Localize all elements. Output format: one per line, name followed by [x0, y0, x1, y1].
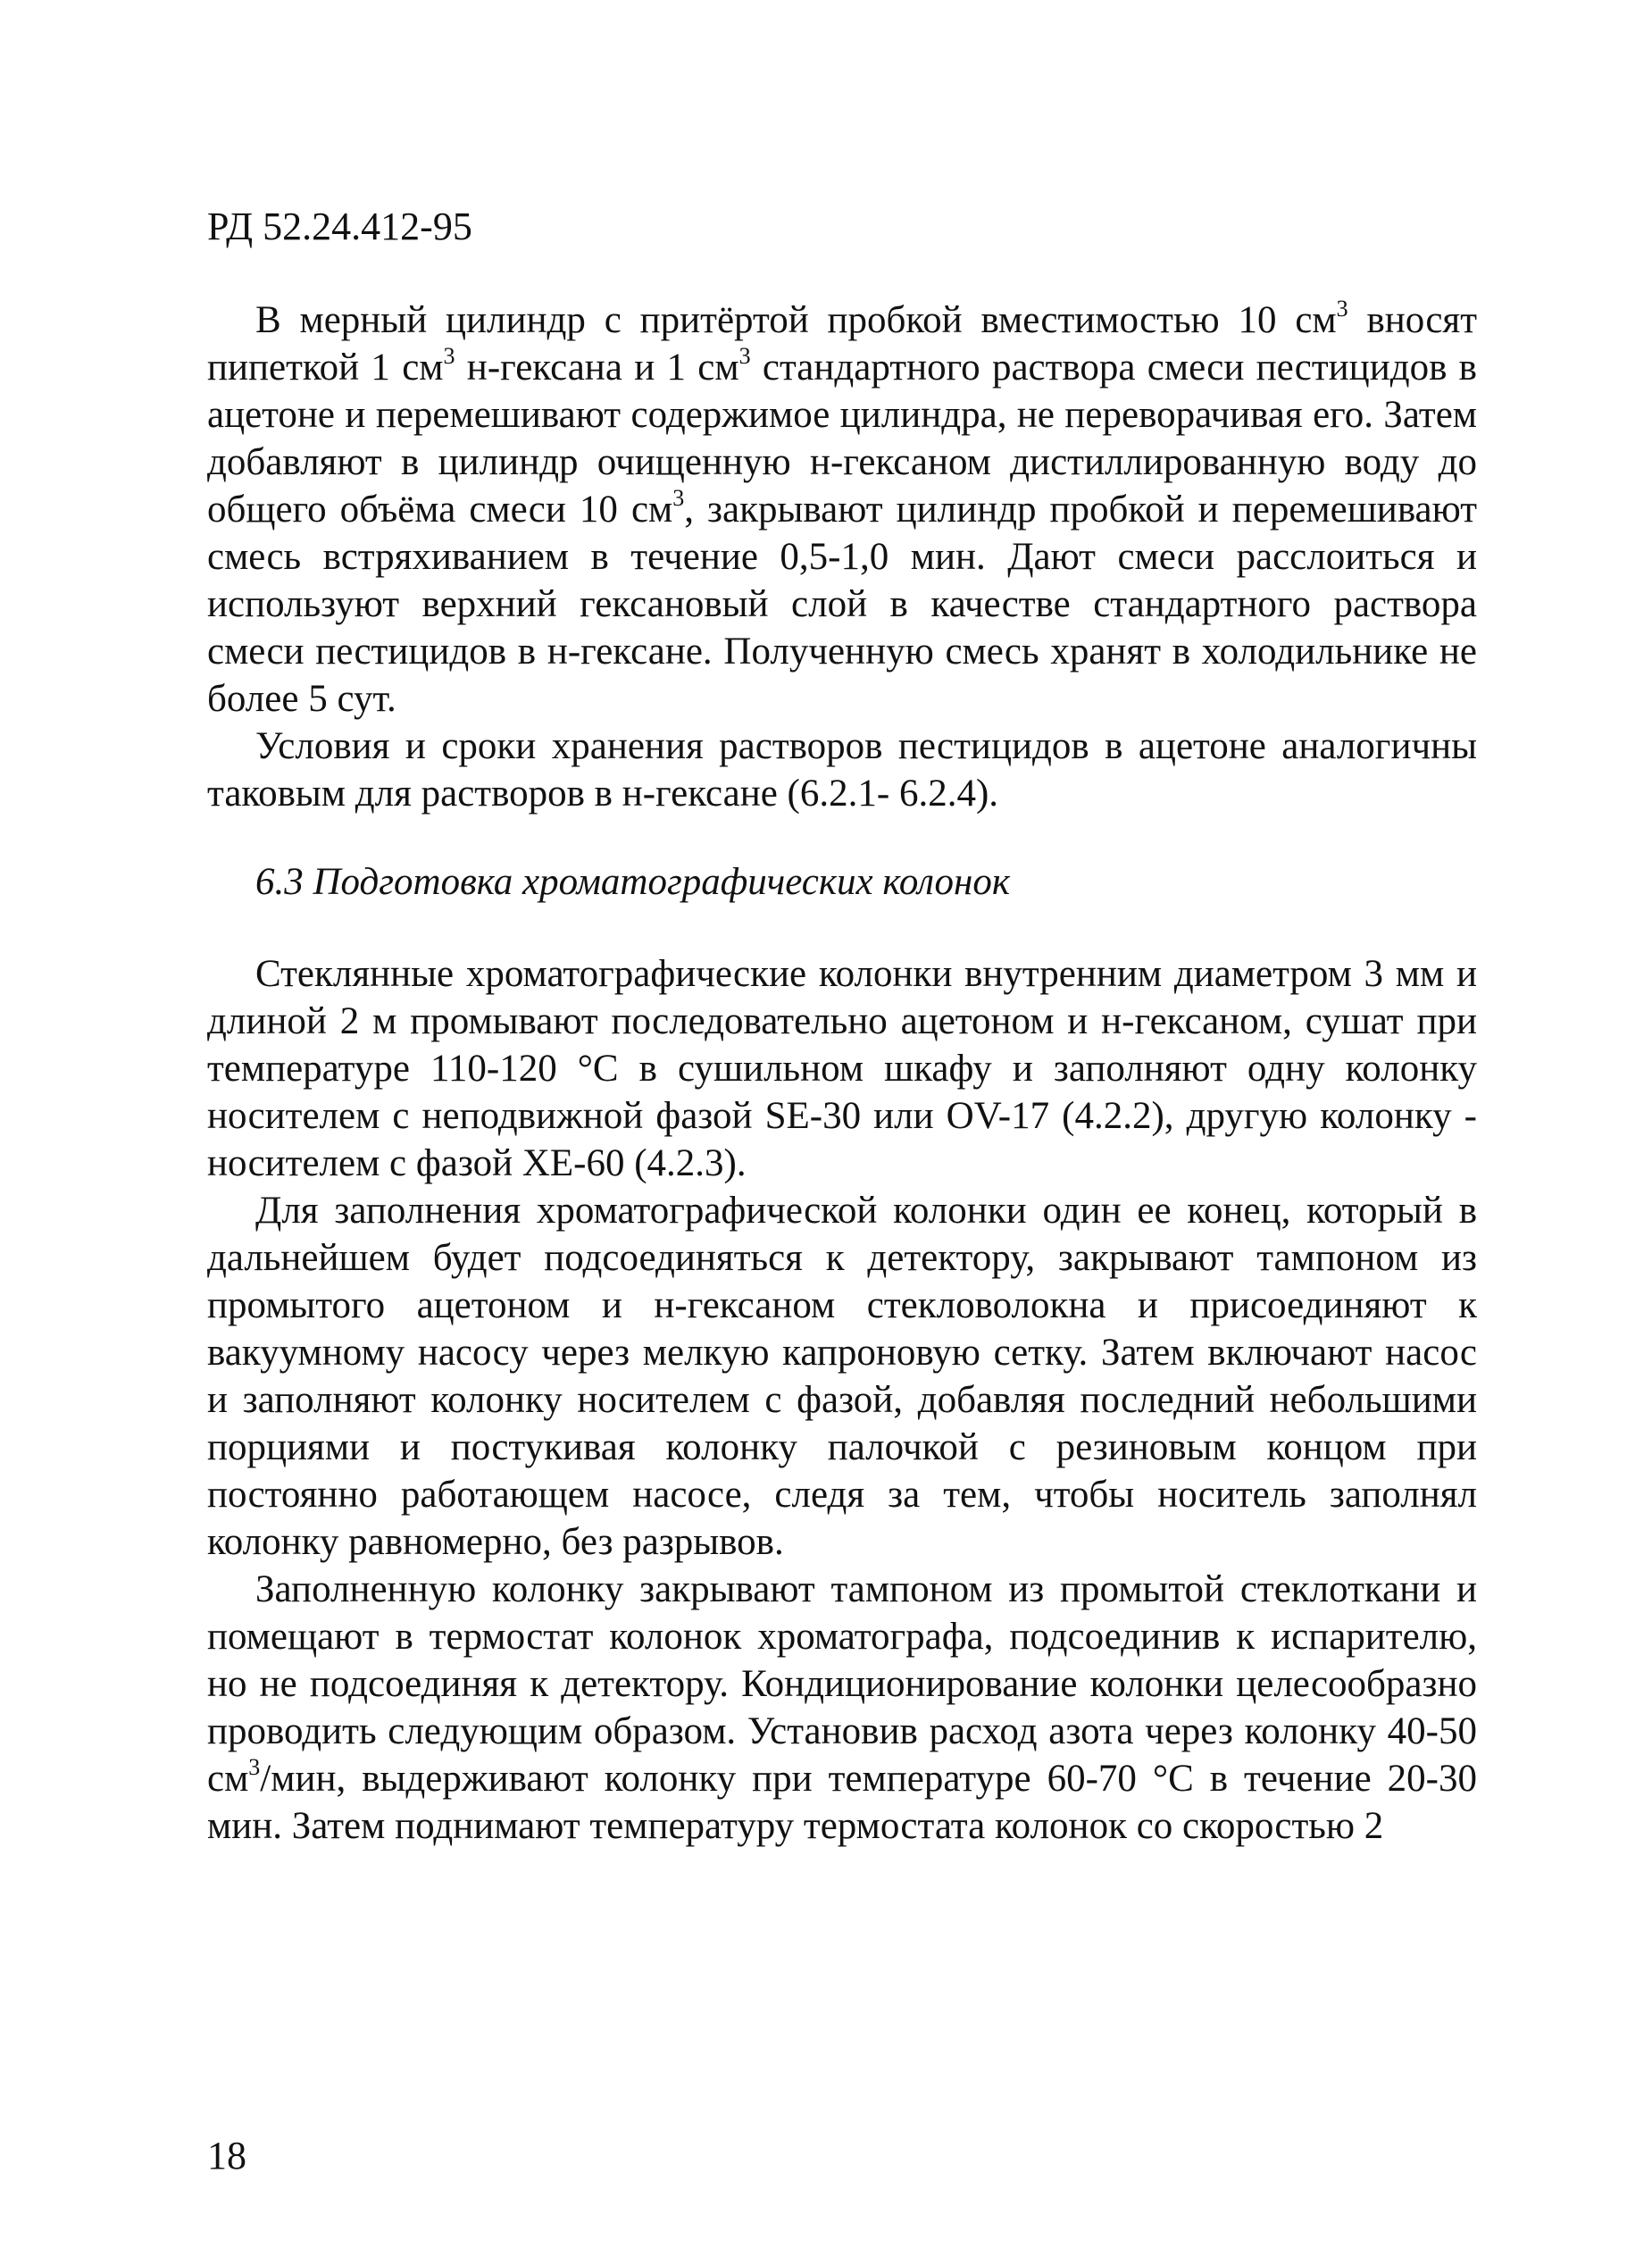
superscript: 3 — [672, 485, 685, 511]
text-run: вносят пипеткой 1 см — [207, 299, 1477, 389]
spacer — [207, 906, 1477, 950]
paragraph-column-conditioning — [207, 1566, 1477, 1850]
text-run: В мерный цилиндр с притёртой пробкой вместимостью 10 см — [255, 299, 1337, 341]
superscript: 3 — [248, 1754, 261, 1780]
superscript: 3 — [738, 343, 751, 369]
paragraph-cylinder-preparation — [207, 297, 1477, 723]
document-body — [207, 297, 1477, 1850]
document-code: РД 52.24.412-95 — [207, 205, 472, 248]
superscript: 3 — [443, 343, 455, 369]
text-run: /мин, выдерживают колонку при температуре 60-70 °С в течение 20-30 мин. Затем поднимают температуру термостата колонок со скоростью 2 — [207, 1758, 1477, 1847]
section-title: 6.3 Подготовка хроматографических колонок — [255, 861, 1010, 903]
spacer — [207, 817, 1477, 858]
page-number: 18 — [207, 2134, 246, 2177]
text-run: Заполненную колонку закрывают тампоном из промытой стеклоткани и помещают в термостат колонок хроматографа, подсоединив к испарителю, но не подсоединяя к детектору. Кондиционирование колонки целесообразно проводить следующим образом. Установив расход азота через колонку 40-50 см — [207, 1568, 1477, 1800]
paragraph-storage-conditions: Условия и сроки хранения растворов пестицидов в ацетоне аналогичны таковым для растворов в н-гексане (6.2.1- 6.2.4). — [207, 725, 1477, 815]
text-run: , закрывают цилиндр пробкой и перемешивают смесь встряхиванием в течение 0,5-1,0 мин. Дают смеси расслоиться и используют верхний гексановый слой в качестве стандартного раствора смеси пестицидов в н-гексане. Полученную смесь хранят в холодильнике не более 5 сут. — [207, 489, 1477, 720]
paragraph-column-filling: Для заполнения хроматографической колонки один ее конец, который в дальнейшем будет подсоединяться к детектору, закрывают тампоном из промытого ацетоном и н-гексаном стекловолокна и присоединяют к вакуумному насосу через мелкую капроновую сетку. Затем включают насос и заполняют колонку носителем с фазой, добавляя последний небольшими порциями и постукивая колонку палочкой с резиновым концом при постоянно работающем насосе, следя за тем, чтобы носитель заполнял колонку равномерно, без разрывов. — [207, 1190, 1477, 1563]
text-run: стандартного раствора смеси пестицидов в ацетоне и перемешивают содержимое цилиндра, не переворачивая его. Затем добавляют в цилиндр очищенную н-гексаном дистиллированную воду до общего объёма смеси 10 см — [207, 347, 1477, 531]
paragraph-column-washing: Стеклянные хроматографические колонки внутренним диаметром 3 мм и длиной 2 м промывают последовательно ацетоном и н-гексаном, сушат при температуре 110-120 °С в сушильном шкафу и заполняют одну колонку носителем с неподвижной фазой SE-30 или OV-17 (4.2.2), другую колонку - носителем с фазой ХЕ-60 (4.2.3). — [207, 953, 1477, 1184]
text-run: н-гексана и 1 см — [455, 347, 739, 389]
superscript: 3 — [1336, 296, 1348, 322]
